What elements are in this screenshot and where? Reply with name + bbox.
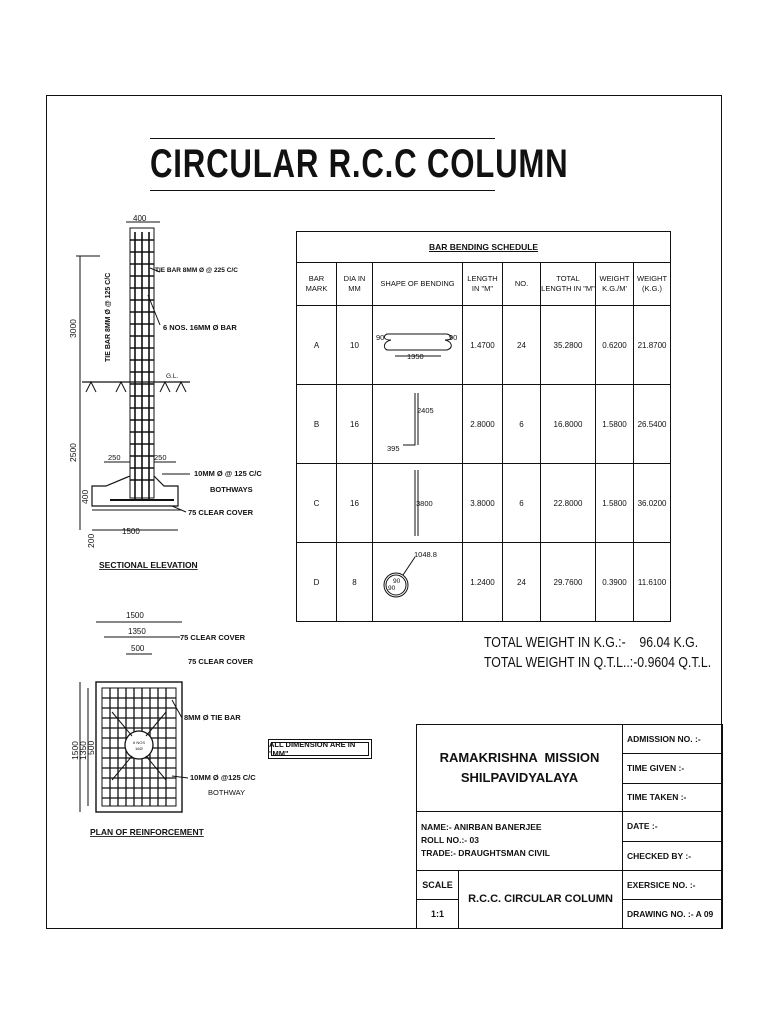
bar-total-length: 29.7600 xyxy=(541,543,596,622)
plan-dim-h2: 1350 xyxy=(78,741,88,760)
shape-a-left: 90 xyxy=(376,333,385,342)
dim-footing-depth: 400 xyxy=(80,489,90,504)
col-header: WEIGHT (K.G.) xyxy=(634,263,671,306)
bar-total-length: 35.2800 xyxy=(541,306,596,385)
col-header: BAR MARK xyxy=(297,263,337,306)
bar-weight-per-m: 0.6200 xyxy=(596,306,634,385)
bar-weight-per-m: 1.5800 xyxy=(596,385,634,464)
dim-top-width: 400 xyxy=(133,214,147,223)
table-row xyxy=(297,385,671,464)
shape-of-bending-c xyxy=(373,464,463,543)
plan-center-note-1: 6 NOS xyxy=(133,740,146,745)
bar-weight: 21.8700 xyxy=(634,306,671,385)
shape-c-length: 3800 xyxy=(416,499,433,508)
col-header: NO. xyxy=(503,263,541,306)
scale-label: SCALE xyxy=(417,870,459,899)
bar-count: 6 xyxy=(503,464,541,543)
bar-shape-d xyxy=(373,543,463,619)
bar-count: 6 xyxy=(503,385,541,464)
bar-mark: A xyxy=(297,306,337,385)
bar-length: 1.2400 xyxy=(463,543,503,622)
shape-of-bending-d xyxy=(373,543,463,622)
schedule-caption: BAR BENDING SCHEDULE xyxy=(297,232,671,263)
bar-mark: D xyxy=(297,543,337,622)
col-header: LENGTH IN "M" xyxy=(463,263,503,306)
plan-dim-w2: 1350 xyxy=(128,627,146,636)
col-header: SHAPE OF BENDING xyxy=(373,263,463,306)
table-row xyxy=(297,306,671,385)
shape-a-right: 90 xyxy=(449,333,458,342)
dimension-note-text: ALL DIMENSION ARE IN "MM" xyxy=(269,740,356,758)
shape-of-bending-b xyxy=(373,385,463,464)
bar-mark: C xyxy=(297,464,337,543)
table-row xyxy=(297,543,671,622)
dim-base-depth: 200 xyxy=(86,533,96,548)
plan-note-cover-2: 75 CLEAR COVER xyxy=(188,657,254,666)
shape-d-inner-2: 90 xyxy=(388,585,396,592)
shape-d-length: 1048.8 xyxy=(414,550,437,559)
bar-bending-schedule xyxy=(296,231,671,622)
bar-shape-b xyxy=(373,385,463,461)
student-name: NAME:- ANIRBAN BANERJEE xyxy=(421,822,542,833)
bar-mark: B xyxy=(297,385,337,464)
dim-tie-spacing: TIE BAR 8MM Ø @ 125 C/C xyxy=(105,272,112,362)
note-footing-bars: 10MM Ø @ 125 C/C xyxy=(194,469,262,478)
note-footing-bars-2: BOTHWAYS xyxy=(210,485,253,494)
dim-footing-width: 1500 xyxy=(122,527,140,536)
plan-dim-h3: 500 xyxy=(86,740,96,755)
shape-a-length: 1350 xyxy=(407,352,424,361)
bar-dia: 8 xyxy=(337,543,373,622)
time-taken: TIME TAKEN :- xyxy=(623,784,723,812)
shape-b-foot: 395 xyxy=(387,444,400,453)
plan-caption: PLAN OF REINFORCEMENT xyxy=(90,827,204,837)
drawing-no: DRAWING NO. :- A 09 xyxy=(623,899,723,928)
dimension-note xyxy=(268,739,372,759)
note-tie-bar: TIE BAR 8MM Ø @ 225 C/C xyxy=(155,267,238,274)
dim-height-upper: 3000 xyxy=(68,319,78,338)
admission-no: ADMISSION NO. :- xyxy=(623,725,723,754)
institution-cell xyxy=(417,725,623,812)
plan-note-bars: 10MM Ø @125 C/C xyxy=(190,773,256,782)
date-field: DATE :- xyxy=(623,811,723,841)
plan-note-cover-1: 75 CLEAR COVER xyxy=(180,633,246,642)
schedule-header-row xyxy=(297,263,671,306)
student-info xyxy=(417,811,623,870)
plan-dim-h1: 1500 xyxy=(70,741,80,760)
bar-weight: 11.6100 xyxy=(634,543,671,622)
plan-dim-w3: 500 xyxy=(131,644,145,653)
institution-line-2: SHILPAVIDYALAYA xyxy=(460,769,579,785)
bar-count: 24 xyxy=(503,306,541,385)
bar-length: 3.8000 xyxy=(463,464,503,543)
col-header: WEIGHT K.G./M' xyxy=(596,263,634,306)
bar-total-length: 22.8000 xyxy=(541,464,596,543)
plan-dim-w1: 1500 xyxy=(126,611,144,620)
note-ground-level: G.L. xyxy=(166,373,179,380)
bar-weight: 26.5400 xyxy=(634,385,671,464)
scale-value: 1:1 xyxy=(417,899,459,928)
bar-weight: 36.0200 xyxy=(634,464,671,543)
institution-line-1: RAMAKRISHNA MISSION xyxy=(439,749,600,765)
table-row xyxy=(297,464,671,543)
note-main-bars: 6 NOS. 16MM Ø BAR xyxy=(163,323,237,332)
dim-offset-right: 250 xyxy=(154,453,167,462)
dim-offset-left: 250 xyxy=(108,453,121,462)
time-given: TIME GIVEN :- xyxy=(623,753,723,783)
shape-of-bending-a xyxy=(373,306,463,385)
bar-length: 1.4700 xyxy=(463,306,503,385)
bar-shape-c xyxy=(373,464,463,540)
bar-total-length: 16.8000 xyxy=(541,385,596,464)
bar-dia: 16 xyxy=(337,464,373,543)
checked-by: CHECKED BY :- xyxy=(623,841,723,870)
shape-d-inner-1: 90 xyxy=(393,578,401,585)
elevation-caption: SECTIONAL ELEVATION xyxy=(99,560,198,570)
drawing-name: R.C.C. CIRCULAR COLUMN xyxy=(459,870,623,928)
total-weights xyxy=(484,633,711,673)
shape-b-vertical: 2405 xyxy=(417,406,434,415)
note-clear-cover: 75 CLEAR COVER xyxy=(188,508,254,517)
plan-note-tie: 8MM Ø TIE BAR xyxy=(184,713,241,722)
exercise-no: EXERSICE NO. :- xyxy=(623,870,723,899)
bar-count: 24 xyxy=(503,543,541,622)
bar-dia: 10 xyxy=(337,306,373,385)
drawing-title: CIRCULAR R.C.C COLUMN xyxy=(150,142,569,186)
bar-dia: 16 xyxy=(337,385,373,464)
bar-weight-per-m: 1.5800 xyxy=(596,464,634,543)
bar-shape-a xyxy=(373,306,463,382)
total-weight-qtl: TOTAL WEIGHT IN Q.T.L..:-0.9604 Q.T.L. xyxy=(484,654,712,671)
dim-height-lower: 2500 xyxy=(68,443,78,462)
col-header: DIA IN MM xyxy=(337,263,373,306)
plan-center-note-2: 16Ø xyxy=(135,746,143,751)
total-weight-kg: TOTAL WEIGHT IN K.G.:- 96.04 K.G. xyxy=(484,634,699,651)
bar-length: 2.8000 xyxy=(463,385,503,464)
bar-weight-per-m: 0.3900 xyxy=(596,543,634,622)
plan-note-bars-2: BOTHWAY xyxy=(208,788,246,797)
title-block xyxy=(416,724,723,929)
col-header: TOTAL LENGTH IN "M" xyxy=(541,263,596,306)
student-trade: TRADE:- DRAUGHTSMAN CIVIL xyxy=(421,848,550,859)
student-roll: ROLL NO.:- 03 xyxy=(421,835,479,846)
